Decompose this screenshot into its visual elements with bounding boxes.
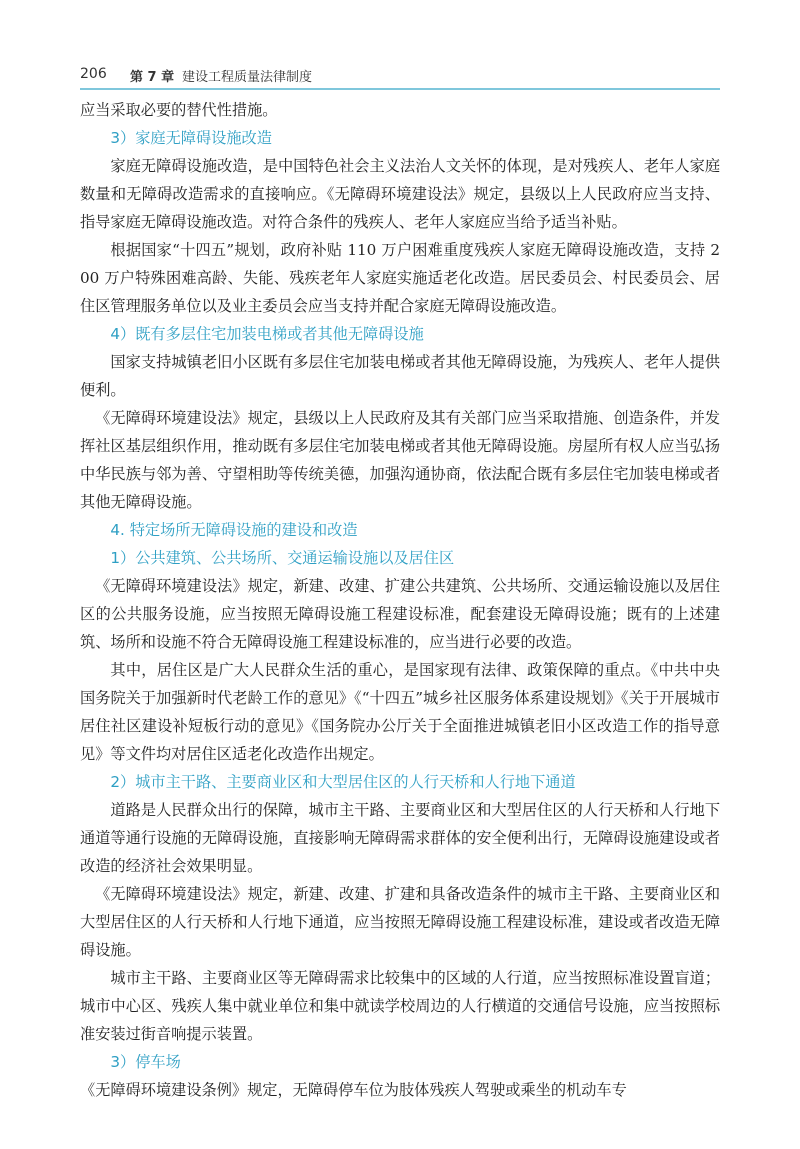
section-heading: 4. 特定场所无障碍设施的建设和改造 xyxy=(110,521,358,539)
subheading: 3）停车场 xyxy=(110,1053,181,1071)
running-header xyxy=(80,62,720,90)
subheading: 1）公共建筑、公共场所、交通运输设施以及居住区 xyxy=(110,549,455,567)
paragraph: 根据国家“十四五”规划，政府补贴 110 万户困难重度残疾人家庭无障碍设施改造，支持 200 万户特殊困难高龄、失能、残疾老年人家庭实施适老化改造。居民委员会、村民委员会、居住区管理服务单位以及业主委员会应当支持并配合家庭无障碍设施改造。 xyxy=(80,241,720,315)
paragraph: 《无障碍环境建设条例》规定，无障碍停车位为肢体残疾人驾驶或乘坐的机动车专 xyxy=(80,1081,627,1099)
chapter-title: 建设工程质量法律制度 xyxy=(182,70,313,85)
paragraph: 城市主干路、主要商业区等无障碍需求比较集中的区域的人行道，应当按照标准设置盲道；城市中心区、残疾人集中就业单位和集中就读学校周边的人行横道的交通信号设施，应当按照标准安装过街音响提示装置。 xyxy=(80,969,720,1043)
paragraph: 道路是人民群众出行的保障，城市主干路、主要商业区和大型居住区的人行天桥和人行地下通道等通行设施的无障碍设施，直接影响无障碍需求群体的安全便利出行，无障碍设施建设或者改造的经济社会效果明显。 xyxy=(80,801,720,875)
paragraph: 《无障碍环境建设法》规定，新建、改建、扩建和具备改造条件的城市主干路、主要商业区和大型居住区的人行天桥和人行地下通道，应当按照无障碍设施工程建设标准，建设或者改造无障碍设施。 xyxy=(80,885,720,959)
paragraph: 家庭无障碍设施改造，是中国特色社会主义法治人文关怀的体现，是对残疾人、老年人家庭数量和无障碍改造需求的直接响应。《无障碍环境建设法》规定，县级以上人民政府应当支持、指导家庭无障碍设施改造。对符合条件的残疾人、老年人家庭应当给予适当补贴。 xyxy=(80,157,720,231)
subheading: 2）城市主干路、主要商业区和大型居住区的人行天桥和人行地下通道 xyxy=(110,773,576,791)
chapter-label: 第 7 章 xyxy=(130,70,175,85)
page-body xyxy=(80,96,720,1104)
paragraph: 《无障碍环境建设法》规定，新建、改建、扩建公共建筑、公共场所、交通运输设施以及居住区的公共服务设施，应当按照无障碍设施工程建设标准，配套建设无障碍设施；既有的上述建筑、场所和设施不符合无障碍设施工程建设标准的，应当进行必要的改造。 xyxy=(80,577,720,651)
paragraph: 其中，居住区是广大人民群众生活的重心，是国家现有法律、政策保障的重点。《中共中央 国务院关于加强新时代老龄工作的意见》《“十四五”城乡社区服务体系建设规划》《关于开展城市居住社区建设补短板行动的意见》《国务院办公厅关于全面推进城镇老旧小区改造工作的指导意见》等文件均对居住区适老化改造作出规定。 xyxy=(80,661,720,763)
subheading: 3）家庭无障碍设施改造 xyxy=(110,129,272,147)
paragraph: 应当采取必要的替代性措施。 xyxy=(80,101,278,119)
subheading: 4）既有多层住宅加装电梯或者其他无障碍设施 xyxy=(110,325,424,343)
paragraph: 《无障碍环境建设法》规定，县级以上人民政府及其有关部门应当采取措施、创造条件，并发挥社区基层组织作用，推动既有多层住宅加装电梯或者其他无障碍设施。房屋所有权人应当弘扬中华民族与邻为善、守望相助等传统美德，加强沟通协商，依法配合既有多层住宅加装电梯或者其他无障碍设施。 xyxy=(80,409,720,511)
paragraph: 国家支持城镇老旧小区既有多层住宅加装电梯或者其他无障碍设施，为残疾人、老年人提供便利。 xyxy=(80,353,720,399)
page-number: 206 xyxy=(80,66,107,82)
